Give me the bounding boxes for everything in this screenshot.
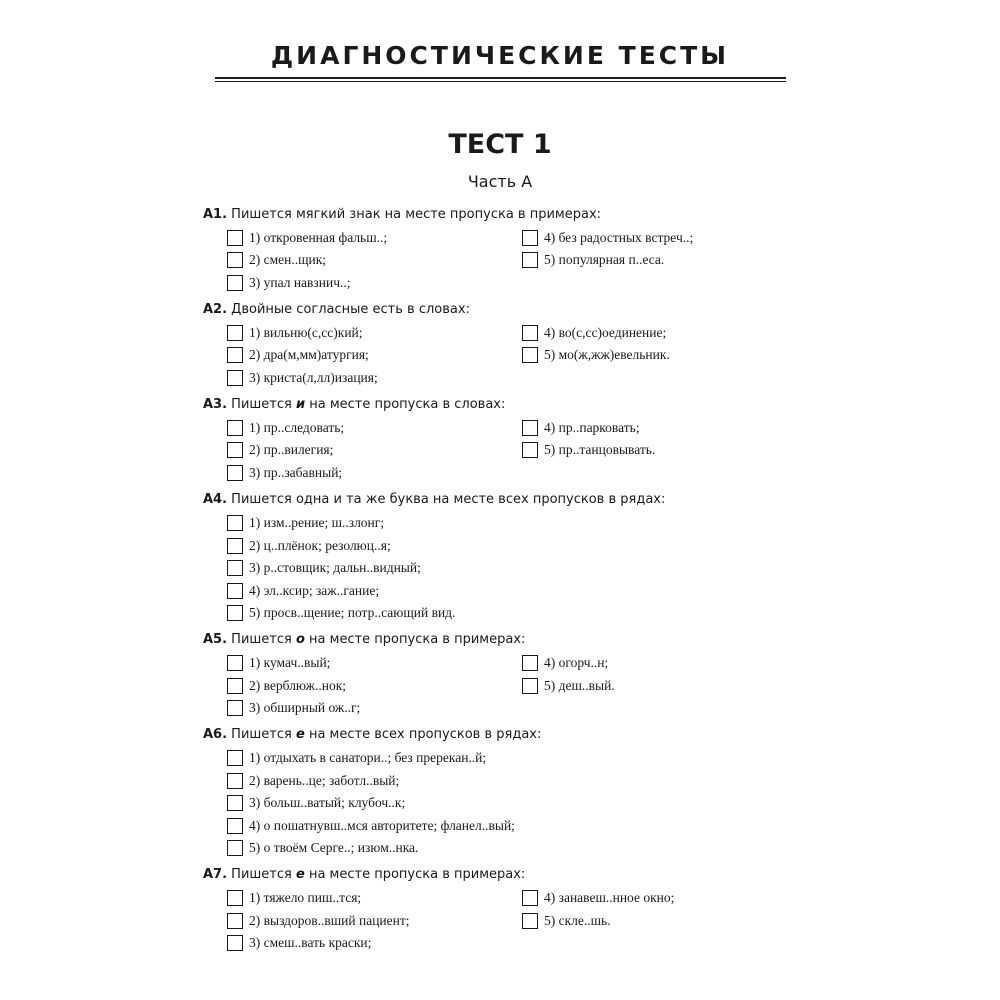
question-number: А2. bbox=[203, 302, 228, 317]
option-label: 5) деш..вый. bbox=[544, 678, 615, 693]
option-label: 5) мо(ж,жж)евельник. bbox=[544, 347, 670, 362]
option-a4-4[interactable] bbox=[227, 581, 379, 601]
question-number: А4. bbox=[203, 492, 228, 507]
checkbox[interactable] bbox=[227, 465, 243, 481]
option-a5-2[interactable] bbox=[227, 676, 346, 696]
option-a2-5[interactable] bbox=[522, 345, 670, 365]
option-a3-3[interactable] bbox=[227, 463, 342, 483]
option-label: 2) варень..це; заботл..вый; bbox=[249, 773, 400, 788]
checkbox[interactable] bbox=[522, 655, 538, 671]
option-label: 3) обширный ож..г; bbox=[249, 700, 361, 715]
option-label: 2) ц..плёнок; резолюц..я; bbox=[249, 538, 391, 553]
option-label: 1) откровенная фальш..; bbox=[249, 230, 388, 245]
option-label: 1) отдыхать в санатори..; без пререкан..й; bbox=[249, 750, 487, 765]
option-a7-2[interactable] bbox=[227, 911, 410, 931]
checkbox[interactable] bbox=[227, 935, 243, 951]
checkbox[interactable] bbox=[227, 325, 243, 341]
option-label: 4) пр..парковать; bbox=[544, 420, 640, 435]
question-text-end: на месте пропуска в примерах: bbox=[304, 632, 526, 647]
option-a3-1[interactable] bbox=[227, 418, 344, 438]
checkbox[interactable] bbox=[227, 890, 243, 906]
option-a3-2[interactable] bbox=[227, 440, 333, 460]
checkbox[interactable] bbox=[227, 583, 243, 599]
part-title: Часть А bbox=[467, 172, 533, 191]
option-label: 2) выздоров..вший пациент; bbox=[249, 913, 410, 928]
option-label: 2) дра(м,мм)атургия; bbox=[249, 347, 369, 362]
option-label: 5) просв..щение; потр..сающий вид. bbox=[249, 605, 456, 620]
option-a7-1[interactable] bbox=[227, 888, 361, 908]
test-title: ТЕСТ 1 bbox=[448, 129, 552, 160]
question-text-end: на месте пропуска в словах: bbox=[305, 397, 506, 412]
option-label: 2) пр..вилегия; bbox=[249, 442, 334, 457]
checkbox[interactable] bbox=[227, 347, 243, 363]
option-a2-4[interactable] bbox=[522, 323, 666, 343]
checkbox[interactable] bbox=[522, 678, 538, 694]
question-number: А5. bbox=[203, 632, 228, 647]
option-a1-2[interactable] bbox=[227, 250, 326, 270]
question-number: А3. bbox=[203, 397, 228, 412]
question-heading-a3 bbox=[203, 396, 505, 414]
checkbox[interactable] bbox=[227, 655, 243, 671]
option-a6-2[interactable] bbox=[227, 771, 399, 791]
option-label: 1) изм..рение; ш..злонг; bbox=[249, 515, 385, 530]
checkbox[interactable] bbox=[227, 700, 243, 716]
checkbox[interactable] bbox=[522, 325, 538, 341]
option-a1-4[interactable] bbox=[522, 228, 693, 248]
option-a5-4[interactable] bbox=[522, 653, 608, 673]
option-label: 4) во(с,сс)оединение; bbox=[544, 325, 667, 340]
question-heading-a5 bbox=[203, 631, 525, 649]
question-text: Пишется bbox=[227, 727, 296, 742]
option-a5-3[interactable] bbox=[227, 698, 360, 718]
question-heading-a4 bbox=[203, 491, 665, 509]
page-header-title: ДИАГНОСТИЧЕСКИЕ ТЕСТЫ bbox=[270, 41, 730, 70]
checkbox[interactable] bbox=[227, 442, 243, 458]
question-text-end: на месте пропуска в примерах: bbox=[304, 867, 526, 882]
question-emphasis: и bbox=[295, 397, 306, 412]
question-heading-a1 bbox=[203, 206, 601, 224]
checkbox[interactable] bbox=[227, 560, 243, 576]
option-label: 4) эл..ксир; заж..гание; bbox=[249, 583, 380, 598]
question-text: Пишется одна и та же буква на месте всех пропусков в рядах: bbox=[227, 492, 666, 507]
option-label: 1) кумач..вый; bbox=[249, 655, 331, 670]
option-label: 3) больш..ватый; клубоч..к; bbox=[249, 795, 406, 810]
option-label: 4) без радостных встреч..; bbox=[544, 230, 694, 245]
option-a1-5[interactable] bbox=[522, 250, 664, 270]
option-a4-3[interactable] bbox=[227, 558, 421, 578]
option-a4-1[interactable] bbox=[227, 513, 384, 533]
checkbox[interactable] bbox=[522, 913, 538, 929]
checkbox[interactable] bbox=[227, 538, 243, 554]
checkbox[interactable] bbox=[227, 750, 243, 766]
option-label: 2) верблюж..нок; bbox=[249, 678, 347, 693]
option-label: 5) популярная п..еса. bbox=[544, 252, 665, 267]
checkbox[interactable] bbox=[522, 890, 538, 906]
checkbox[interactable] bbox=[522, 252, 538, 268]
option-a2-3[interactable] bbox=[227, 368, 378, 388]
checkbox[interactable] bbox=[227, 913, 243, 929]
option-label: 4) занавеш..нное окно; bbox=[544, 890, 675, 905]
checkbox[interactable] bbox=[227, 420, 243, 436]
option-a6-4[interactable] bbox=[227, 816, 515, 836]
option-a1-1[interactable] bbox=[227, 228, 387, 248]
question-text-end: на месте всех пропусков в рядах: bbox=[304, 727, 542, 742]
option-a6-3[interactable] bbox=[227, 793, 405, 813]
checkbox[interactable] bbox=[227, 370, 243, 386]
checkbox[interactable] bbox=[227, 275, 243, 291]
option-a2-2[interactable] bbox=[227, 345, 369, 365]
checkbox[interactable] bbox=[227, 818, 243, 834]
question-text: Пишется bbox=[227, 397, 296, 412]
question-text: Пишется мягкий знак на месте пропуска в примерах: bbox=[227, 207, 602, 222]
checkbox[interactable] bbox=[227, 795, 243, 811]
option-a7-3[interactable] bbox=[227, 933, 371, 953]
option-label: 4) огорч..н; bbox=[544, 655, 609, 670]
checkbox[interactable] bbox=[227, 840, 243, 856]
option-a3-4[interactable] bbox=[522, 418, 640, 438]
option-a5-5[interactable] bbox=[522, 676, 615, 696]
option-label: 1) тяжело пиш..тся; bbox=[249, 890, 362, 905]
question-number: А7. bbox=[203, 867, 228, 882]
question-emphasis: о bbox=[295, 632, 305, 647]
question-heading-a2 bbox=[203, 301, 470, 319]
option-a3-5[interactable] bbox=[522, 440, 655, 460]
checkbox[interactable] bbox=[522, 347, 538, 363]
checkbox[interactable] bbox=[227, 605, 243, 621]
option-a5-1[interactable] bbox=[227, 653, 330, 673]
checkbox[interactable] bbox=[227, 515, 243, 531]
question-number: А1. bbox=[203, 207, 228, 222]
header-rule-thin bbox=[215, 81, 786, 82]
option-label: 1) пр..следовать; bbox=[249, 420, 345, 435]
option-label: 3) смеш..вать краски; bbox=[249, 935, 372, 950]
option-a6-1[interactable] bbox=[227, 748, 486, 768]
option-label: 5) пр..танцовывать. bbox=[544, 442, 656, 457]
option-label: 3) пр..забавный; bbox=[249, 465, 343, 480]
option-a1-3[interactable] bbox=[227, 273, 350, 293]
question-number: А6. bbox=[203, 727, 228, 742]
option-a4-2[interactable] bbox=[227, 536, 391, 556]
option-a4-5[interactable] bbox=[227, 603, 455, 623]
option-label: 5) скле..шь. bbox=[544, 913, 611, 928]
question-heading-a6 bbox=[203, 726, 541, 744]
checkbox[interactable] bbox=[227, 252, 243, 268]
checkbox[interactable] bbox=[227, 230, 243, 246]
option-label: 4) о пошатнувш..мся авторитете; фланел..вый; bbox=[249, 818, 515, 833]
checkbox[interactable] bbox=[522, 230, 538, 246]
question-emphasis: е bbox=[295, 867, 305, 882]
option-a7-5[interactable] bbox=[522, 911, 611, 931]
option-a7-4[interactable] bbox=[522, 888, 674, 908]
checkbox[interactable] bbox=[522, 420, 538, 436]
question-emphasis: е bbox=[295, 727, 305, 742]
checkbox[interactable] bbox=[227, 773, 243, 789]
option-label: 3) упал навзнич..; bbox=[249, 275, 351, 290]
option-label: 3) р..стовщик; дальн..видный; bbox=[249, 560, 421, 575]
checkbox[interactable] bbox=[522, 442, 538, 458]
option-a2-1[interactable] bbox=[227, 323, 363, 343]
question-text: Пишется bbox=[227, 632, 296, 647]
option-a6-5[interactable] bbox=[227, 838, 418, 858]
header-rule-thick bbox=[215, 77, 786, 79]
option-label: 5) о твоём Серге..; изюм..нка. bbox=[249, 840, 419, 855]
checkbox[interactable] bbox=[227, 678, 243, 694]
question-text: Пишется bbox=[227, 867, 296, 882]
option-label: 3) криста(л,лл)изация; bbox=[249, 370, 378, 385]
option-label: 1) вильню(с,сс)кий; bbox=[249, 325, 363, 340]
question-text: Двойные согласные есть в словах: bbox=[227, 302, 470, 317]
option-label: 2) смен..щик; bbox=[249, 252, 327, 267]
question-heading-a7 bbox=[203, 866, 525, 884]
